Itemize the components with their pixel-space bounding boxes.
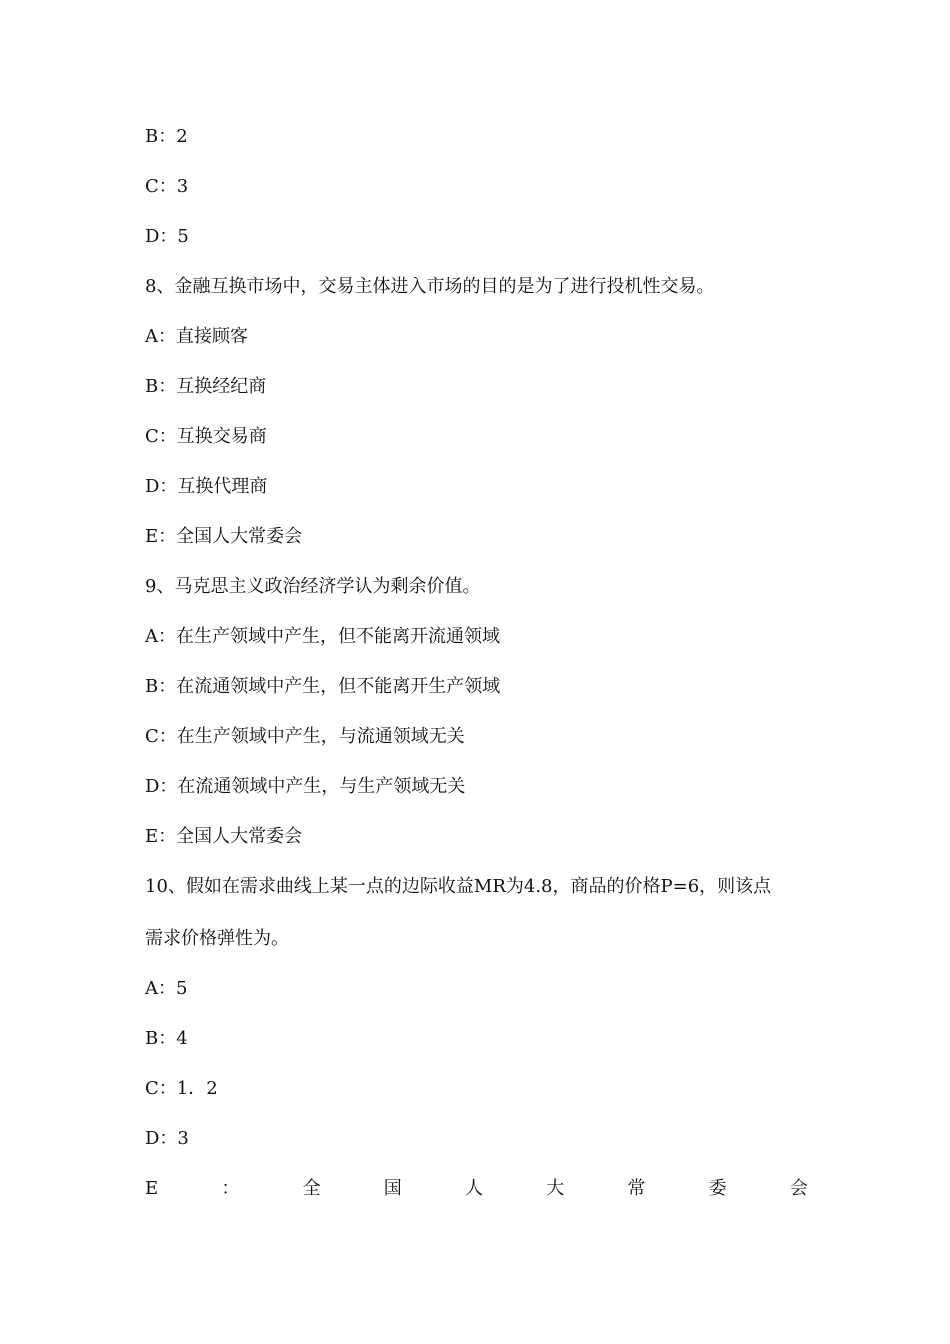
option-d-q7: D：5 [145,226,189,247]
option-e-q10-char: ： [221,1178,240,1199]
option-e-q10-char: 委 [708,1178,727,1199]
option-d-q10: D：3 [145,1128,189,1149]
option-a-q9: A：在生产领域中产生，但不能离开流通领域 [145,626,500,647]
option-b-q7: B：2 [145,126,188,147]
option-e-q9: E：全国人大常委会 [145,826,303,847]
option-a-q8: A：直接顾客 [145,326,248,347]
option-a-q10: A：5 [145,978,188,999]
question-10-line-1: 10、假如在需求曲线上某一点的边际收益MR为4.8，商品的价格P=6，则该点 [145,876,772,897]
question-9: 9、马克思主义政治经济学认为剩余价值。 [145,576,481,597]
option-b-q10: B：4 [145,1028,188,1049]
option-c-q9: C：在生产领域中产生，与流通领域无关 [145,726,465,747]
option-b-q9: B：在流通领域中产生，但不能离开生产领域 [145,676,501,697]
option-b-q8: B：互换经纪商 [145,376,267,397]
option-c-q7: C：3 [145,176,189,197]
question-8: 8、金融互换市场中，交易主体进入市场的目的是为了进行投机性交易。 [145,276,715,297]
option-e-q8: E：全国人大常委会 [145,526,303,547]
option-c-q10: C：1．2 [145,1078,218,1099]
option-c-q8: C：互换交易商 [145,426,267,447]
option-e-q10-char: 会 [789,1178,808,1199]
option-d-q8: D：互换代理商 [145,476,268,497]
option-d-q9: D：在流通领域中产生，与生产领域无关 [145,776,466,797]
option-e-q10-char: 人 [465,1178,484,1199]
option-e-q10-char: 全 [302,1178,321,1199]
question-10-line-2: 需求价格弹性为。 [145,928,289,949]
option-e-q10-char: E [145,1178,159,1199]
option-e-q10 [145,1176,808,1202]
option-e-q10-char: 国 [383,1178,402,1199]
option-e-q10-char: 常 [627,1178,646,1199]
option-e-q10-char: 大 [546,1178,565,1199]
